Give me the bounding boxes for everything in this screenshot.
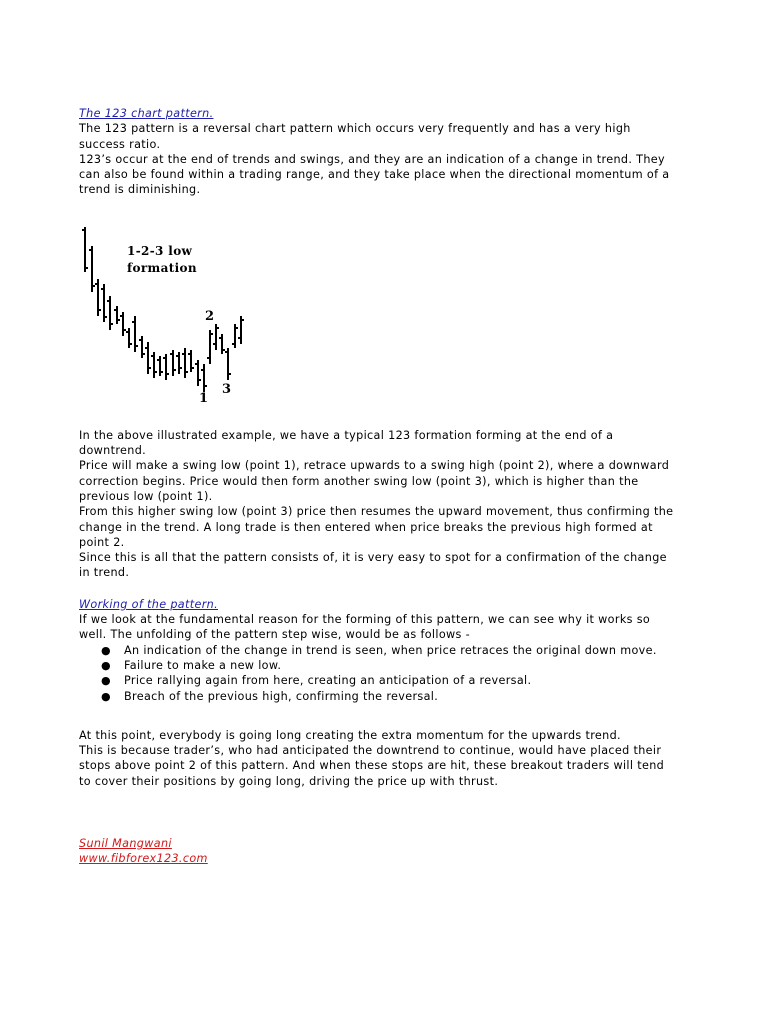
price-bar bbox=[225, 348, 231, 380]
list-item bbox=[101, 658, 679, 673]
figure-caption-line-2: formation bbox=[127, 260, 197, 275]
bullet-icon: ● bbox=[101, 658, 111, 672]
price-bar bbox=[145, 342, 151, 374]
list-item bbox=[101, 673, 679, 688]
price-bar bbox=[151, 352, 157, 378]
explanation-paragraph-3: From this higher swing low (point 3) price then resumes the upward movement, thus confirming the change in the trend. A long trade is then entered when price breaks the previous high formed at point 2. bbox=[79, 505, 674, 549]
price-bar bbox=[120, 312, 126, 336]
working-intro: If we look at the fundamental reason for the forming of this pattern, we can see why it works so well. The unfolding of the pattern step wise, would be as follows - bbox=[79, 613, 651, 642]
bullet-icon: ● bbox=[101, 674, 111, 688]
price-bar bbox=[132, 316, 138, 352]
working-section bbox=[79, 597, 679, 704]
closing-block bbox=[79, 728, 679, 789]
bullet-icon: ● bbox=[101, 643, 111, 657]
price-bar bbox=[238, 316, 244, 344]
price-bar bbox=[126, 328, 132, 348]
price-bar bbox=[163, 354, 169, 380]
intro-paragraph-2: 123’s occur at the end of trends and swings, and they are an indication of a change in trend. They can also be found within a trading range, and they take place when the directional momentum of a trend is diminishing. bbox=[79, 152, 670, 197]
price-bar bbox=[89, 246, 95, 292]
explanation-paragraph-2: Price will make a swing low (point 1), retrace upwards to a swing high (point 2), where a downward correction begins. Price would then form another swing low (point 3), which is higher than the previous low (point 1). bbox=[79, 459, 670, 503]
price-bar bbox=[107, 296, 113, 330]
price-bar bbox=[182, 348, 188, 378]
closing-paragraph-2: This is because trader’s, who had anticipated the downtrend to continue, would have placed their stops above point 2 of this pattern. And when these stops are hit, these breakout traders will tend to cover their positions by going long, driving the price up with thrust. bbox=[79, 744, 665, 788]
intro-paragraph-1: The 123 pattern is a reversal chart pattern which occurs very frequently and has a very high success ratio. bbox=[79, 122, 631, 151]
price-bar bbox=[176, 352, 182, 374]
bullet-icon: ● bbox=[101, 689, 111, 703]
price-bar bbox=[95, 279, 101, 316]
price-bar bbox=[157, 356, 163, 376]
list-item bbox=[101, 643, 679, 658]
figure-caption-line-1: 1-2-3 low bbox=[127, 243, 193, 258]
point-label-1: 1 bbox=[199, 390, 209, 404]
price-bar bbox=[195, 360, 201, 386]
price-bar bbox=[82, 227, 88, 272]
list-item-text: An indication of the change in trend is seen, when price retraces the original down move. bbox=[124, 643, 657, 657]
price-bar bbox=[213, 324, 219, 350]
price-bar bbox=[114, 306, 120, 324]
price-bar bbox=[188, 350, 194, 372]
signature-block bbox=[79, 836, 679, 867]
price-bar bbox=[201, 364, 207, 392]
price-bar bbox=[101, 284, 107, 322]
section-title-123-pattern: The 123 chart pattern. bbox=[79, 107, 214, 120]
price-bar bbox=[219, 334, 225, 354]
list-item-text: Breach of the previous high, confirming the reversal. bbox=[124, 689, 439, 703]
list-item bbox=[101, 689, 679, 704]
website-link[interactable]: www.fibforex123.com bbox=[79, 852, 208, 866]
steps-list bbox=[79, 643, 679, 704]
price-bar bbox=[232, 324, 238, 348]
document-page bbox=[79, 106, 679, 867]
explanation-paragraph-1: In the above illustrated example, we have a typical 123 formation forming at the end of a downtrend. bbox=[79, 428, 614, 458]
price-bars-illustration bbox=[79, 224, 254, 404]
author-name: Sunil Mangwani bbox=[79, 837, 172, 851]
explanation-block bbox=[79, 428, 679, 581]
chart-figure-123-low bbox=[79, 224, 254, 404]
price-bar bbox=[207, 330, 213, 364]
explanation-paragraph-4: Since this is all that the pattern consists of, it is very easy to spot for a confirmation of the change in trend. bbox=[79, 551, 667, 580]
price-bar bbox=[170, 350, 176, 376]
list-item-text: Price rallying again from here, creating an anticipation of a reversal. bbox=[124, 674, 532, 688]
point-label-2: 2 bbox=[205, 308, 215, 324]
point-label-3: 3 bbox=[222, 381, 232, 397]
list-item-text: Failure to make a new low. bbox=[124, 658, 282, 672]
closing-paragraph-1: At this point, everybody is going long creating the extra momentum for the upwards trend. bbox=[79, 728, 621, 742]
price-bar bbox=[139, 336, 145, 358]
section-title-working: Working of the pattern. bbox=[79, 597, 219, 611]
